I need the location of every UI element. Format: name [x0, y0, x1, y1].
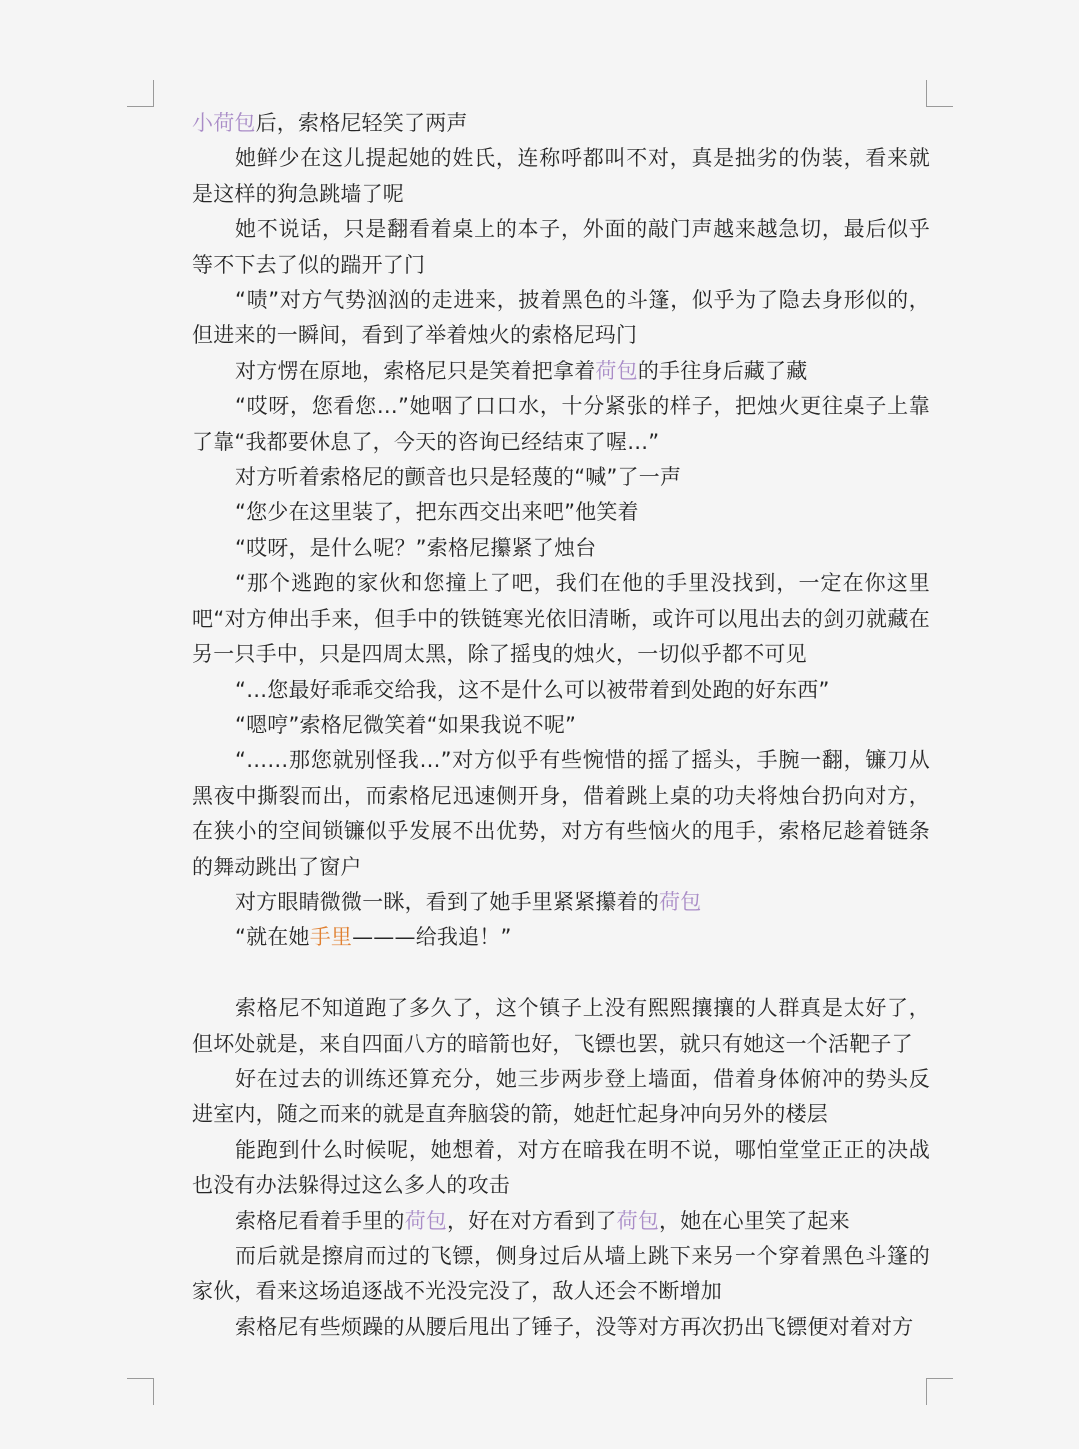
text-run: “啧”对方气势汹汹的走进来，披着黑色的斗篷，似乎为了隐去身形似的，但进来的一瞬间，看到了举着烛火的索格尼玛门	[192, 288, 930, 348]
paragraph	[192, 743, 930, 885]
text-run: “……那您就别怪我…”对方似乎有些惋惜的摇了摇头，手腕一翻，镰刀从黑夜中撕裂而出，而索格尼迅速侧开身，借着跳上桌的功夫将烛台扔向对方，在狭小的空间锁镰似乎发展不出优势，对方有些恼火的甩手，索格尼趁着链条的舞动跳出了窗户	[192, 748, 930, 879]
paragraph	[192, 1310, 930, 1345]
text-run: 她不说话，只是翻看着桌上的本子，外面的敲门声越来越急切，最后似乎等不下去了似的踹开了门	[192, 217, 930, 277]
paragraph	[192, 673, 930, 708]
text-run: 对方听着索格尼的颤音也只是轻蔑的“喊”了一声	[235, 465, 682, 490]
paragraph	[192, 1239, 930, 1310]
paragraph	[192, 885, 930, 920]
text-run: 索格尼看着手里的	[235, 1208, 405, 1233]
paragraph	[192, 1133, 930, 1204]
text-run: ，她在心里笑了起来	[659, 1208, 850, 1233]
page-corner-mark-top-left	[127, 80, 154, 107]
paragraph	[192, 141, 930, 212]
text-run: “哎呀，是什么呢？”索格尼攥紧了烛台	[235, 535, 597, 560]
paragraph	[192, 460, 930, 495]
highlighted-text: 荷包	[616, 1208, 660, 1233]
text-run: ，好在对方看到了	[447, 1208, 617, 1233]
paragraph	[192, 389, 930, 460]
text-run: “…您最好乖乖交给我，这不是什么可以被带着到处跑的好东西”	[235, 677, 830, 702]
text-run: 她鲜少在这儿提起她的姓氏，连称呼都叫不对，真是拙劣的伪装，看来就是这样的狗急跳墙了呢	[192, 146, 930, 206]
highlighted-text: 荷包	[595, 358, 638, 383]
paragraph	[192, 708, 930, 743]
paragraph	[192, 283, 930, 354]
paragraph	[192, 1062, 930, 1133]
text-run: “您少在这里装了，把东西交出来吧”他笑着	[235, 500, 639, 525]
paragraph	[192, 991, 930, 1062]
text-run: “哎呀，您看您…”她咽了口口水，十分紧张的样子，把烛火更往桌子上靠了靠“我都要休息了，今天的咨询已经结束了喔…”	[192, 394, 930, 454]
highlighted-text: 手里	[309, 925, 353, 950]
text-run: “就在她	[235, 925, 310, 950]
text-run: 对方眼睛微微一眯，看到了她手里紧紧攥着的	[235, 889, 659, 914]
blank-line	[192, 956, 930, 991]
text-run: 对方愣在原地，索格尼只是笑着把拿着	[235, 358, 596, 383]
document-body	[192, 106, 930, 1345]
text-run: 索格尼有些烦躁的从腰后甩出了锤子，没等对方再次扔出飞镖便对着对方	[235, 1314, 914, 1339]
highlighted-text: 小荷包	[192, 111, 256, 135]
paragraph	[192, 531, 930, 566]
highlighted-text: 荷包	[659, 889, 702, 914]
page-corner-mark-top-right	[926, 80, 953, 107]
text-run: 后，索格尼轻笑了两声	[255, 111, 468, 135]
text-run: “嗯哼”索格尼微笑着“如果我说不呢”	[235, 712, 577, 737]
page-corner-mark-bottom-right	[926, 1378, 953, 1405]
paragraph	[192, 920, 930, 955]
text-run: 好在过去的训练还算充分，她三步两步登上墙面，借着身体俯冲的势头反进室内，随之而来的就是直奔脑袋的箭，她赶忙起身冲向另外的楼层	[192, 1066, 930, 1127]
highlighted-text: 荷包	[404, 1208, 448, 1233]
text-run: 的手往身后藏了藏	[637, 358, 808, 383]
text-run: ———给我追！”	[352, 925, 512, 950]
paragraph	[192, 1204, 930, 1239]
paragraph	[192, 566, 930, 672]
page-corner-mark-bottom-left	[127, 1378, 154, 1405]
text-run: “那个逃跑的家伙和您撞上了吧，我们在他的手里没找到，一定在你这里吧“对方伸出手来，但手中的铁链寒光依旧清晰，或许可以甩出去的剑刃就藏在另一只手中，只是四周太黑，除了摇曳的烛火，一切似乎都不可见	[192, 571, 930, 667]
paragraph	[192, 106, 930, 141]
paragraph	[192, 495, 930, 530]
text-run: 能跑到什么时候呢，她想着，对方在暗我在明不说，哪怕堂堂正正的决战也没有办法躲得过这么多人的攻击	[192, 1137, 930, 1198]
text-run: 而后就是擦肩而过的飞镖，侧身过后从墙上跳下来另一个穿着黑色斗篷的家伙，看来这场追逐战不光没完没了，敌人还会不断增加	[192, 1243, 930, 1304]
paragraph	[192, 354, 930, 389]
text-run: 索格尼不知道跑了多久了，这个镇子上没有熙熙攘攘的人群真是太好了，但坏处就是，来自四面八方的暗箭也好，飞镖也罢，就只有她这一个活靶子了	[192, 996, 930, 1056]
paragraph	[192, 212, 930, 283]
